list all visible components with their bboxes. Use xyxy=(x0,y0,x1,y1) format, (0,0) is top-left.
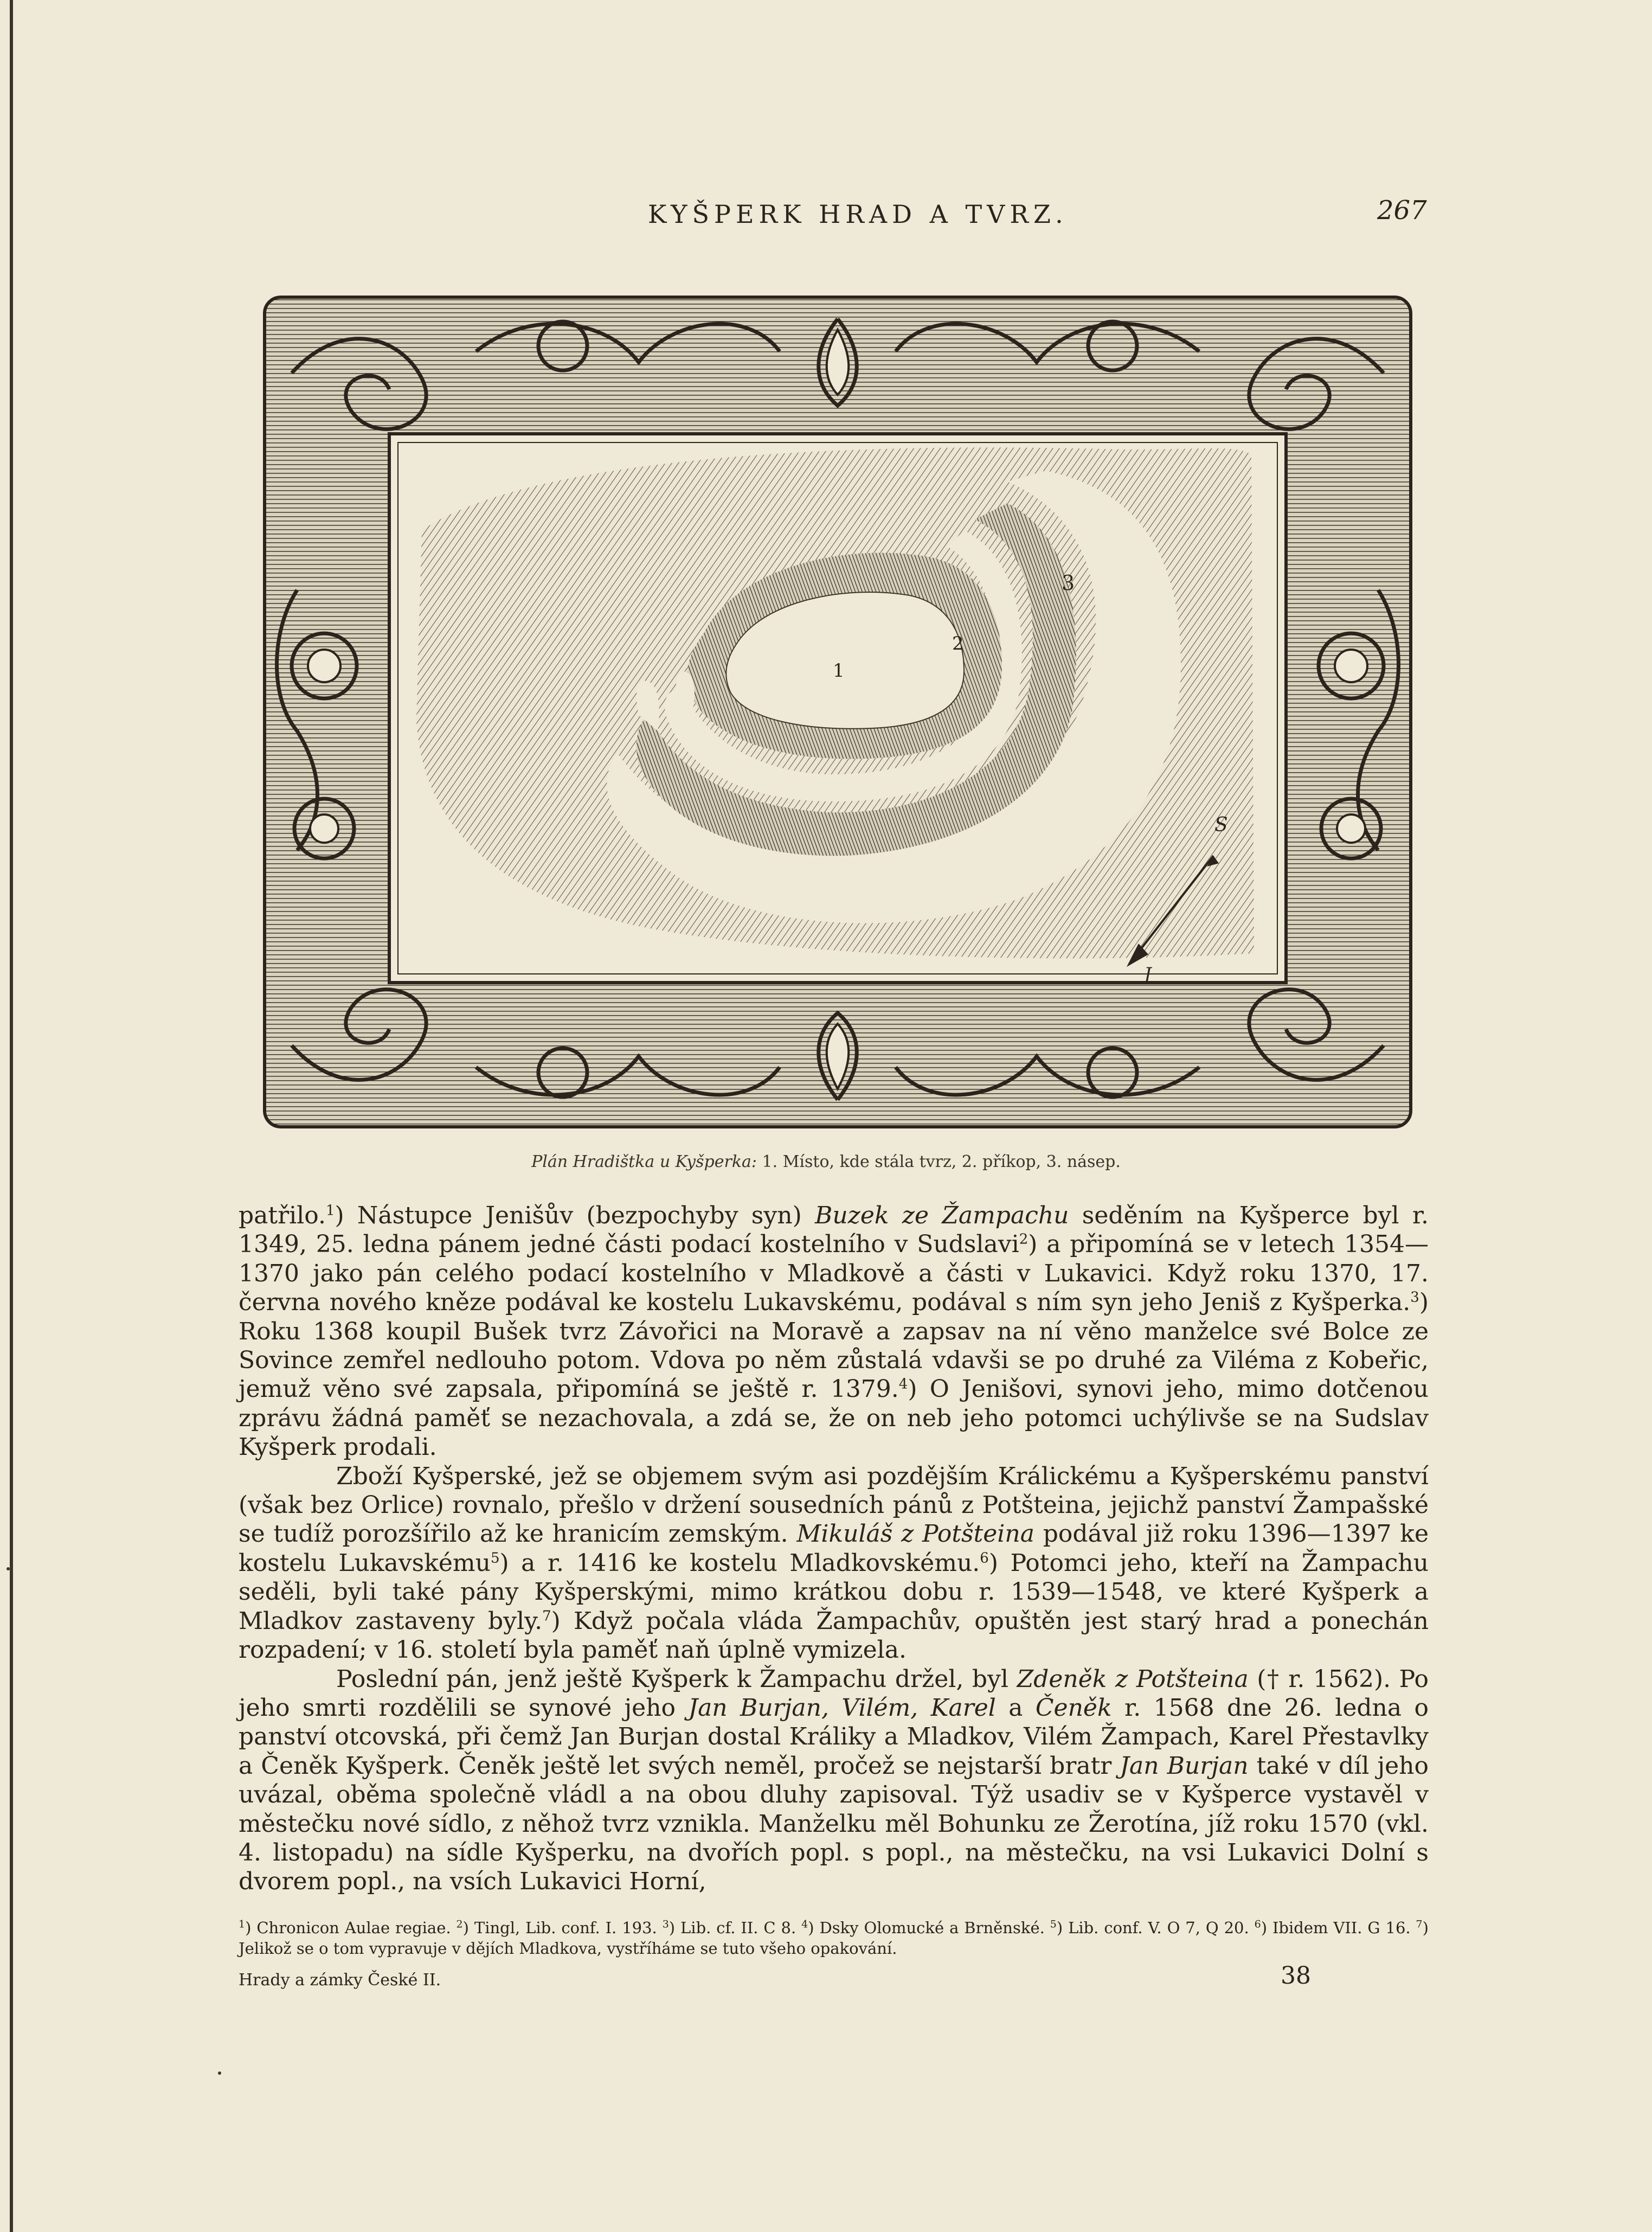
text-run: a xyxy=(995,1694,1036,1722)
stray-ink-mark xyxy=(218,2071,221,2075)
sheet-number: 38 xyxy=(1281,1962,1311,1990)
paragraph-3 xyxy=(239,1665,1429,1896)
footnote-text: ) Lib. conf. V. O 7, Q 20. xyxy=(1056,1919,1255,1937)
footnote-ref: 2 xyxy=(1019,1231,1029,1248)
footnote-text: ) Ibidem VII. G 16. xyxy=(1261,1919,1416,1937)
text-run: Poslední pán, jenž ještě Kyšperk k Žampachu držel, byl xyxy=(336,1665,1017,1693)
italic-name: Čeněk xyxy=(1035,1694,1112,1722)
footnote-text: ) Jelikož se o tom vypravuje v dějích Mladkova, vystříháme se tuto všeho opakování. xyxy=(239,1919,1429,1958)
text-run: ) a připomíná se v letech 1354—1370 jako pán celého podací kostelního v Mladkově a části v Lukavici. Když roku 1370, 17. června nového kněze podával ke kostelu Lukavskému, podával s ním syn jeho Jeniš z Kyšperka. xyxy=(239,1230,1429,1317)
italic-name: Buzek ze Žampachu xyxy=(815,1202,1069,1229)
footnote-number: 7 xyxy=(1416,1918,1423,1930)
footnote-text: ) Chronicon Aulae regiae. xyxy=(245,1919,457,1937)
text-run: seděním na Kyšperce byl r. 1349, 25. ledna pánem jedné části podací kostelního v Sudslavi xyxy=(239,1202,1429,1259)
text-run: r. 1568 dne 26. ledna o panství otcovská, při čemž Jan Burjan dostal Králiky a Mladkov, Vilém Žampach, Karel Přestavlky a Čeněk Kyšperk. Čeněk ještě let svých neměl, pročež se nejstarší bratr xyxy=(239,1694,1429,1780)
main-text xyxy=(239,1201,1429,1896)
footnote-ref: 5 xyxy=(490,1550,500,1567)
text-run: ) a r. 1416 ke kostelu Mladkovskému. xyxy=(499,1549,980,1577)
footnote-ref: 7 xyxy=(542,1608,551,1625)
footnote-number: 4 xyxy=(801,1918,808,1930)
italic-name: Mikuláš z Potšteina xyxy=(796,1520,1034,1548)
text-run: ) Roku 1368 koupil Bušek tvrz Závořici na Moravě a zapsav na ní věno manželce své Bolce ze Sovince zemřel nedlouho potom. Vdova po něm zůstalá vdavši se po druhé za Viléma z Kobeřic, jemuž věno své zapsala, připomíná se ještě r. 1379. xyxy=(239,1288,1429,1403)
footnote-text: ) Tingl, Lib. conf. I. 193. xyxy=(462,1919,663,1937)
printer-signature: Hrady a zámky České II. xyxy=(239,1971,441,1990)
text-run: ) Nástupce Jenišův (bezpochyby syn) xyxy=(335,1202,815,1229)
text-run: ) Když počala vláda Žampachův, opuštěn jest starý hrad a ponechán rozpadení; v 16. století byla paměť naň úplně vymizela. xyxy=(239,1607,1429,1664)
footnote-number: 3 xyxy=(662,1918,669,1930)
paragraph-2 xyxy=(239,1462,1429,1665)
footnote-number: 2 xyxy=(456,1918,463,1930)
plan-map xyxy=(389,434,1286,985)
footnote-ref: 1 xyxy=(325,1202,335,1219)
compass-letter-south: J xyxy=(1144,964,1152,985)
compass-letter-north: S xyxy=(1214,814,1228,836)
italic-name: Jan Burjan, Vilém, Karel xyxy=(688,1694,996,1722)
footnote-number: 1 xyxy=(239,1918,246,1930)
plan-illustration xyxy=(259,286,1416,1132)
running-head: KYŠPERK HRAD A TVRZ. xyxy=(648,200,1068,229)
plan-label-2: 2 xyxy=(952,633,964,655)
footnote-ref: 6 xyxy=(980,1550,989,1567)
page-edge-line xyxy=(10,0,13,2232)
text-run: ) O Jenišovi, synovi jeho, mimo dotčenou zprávu žádná paměť se nezachovala, a zdá se, že on neb jeho potomci uchýlivše se na Sudslav Kyšperk prodali. xyxy=(239,1375,1429,1461)
text-run: († r. 1562). Po jeho smrti rozdělili se synové jeho xyxy=(239,1665,1429,1722)
italic-name: Zdeněk z Potšteina xyxy=(1017,1665,1249,1693)
plan-label-3: 3 xyxy=(1062,571,1075,595)
text-run: ) Potomci jeho, kteří na Žampachu seděli, byli také pány Kyšperskými, mimo krátkou dobu r. 1539—1548, ve které Kyšperk a Mladkov zastaveny byly. xyxy=(239,1549,1429,1635)
footnote-text: ) Lib. cf. II. C 8. xyxy=(668,1919,802,1937)
page-number: 267 xyxy=(1377,195,1427,226)
footnote-ref: 3 xyxy=(1410,1289,1419,1306)
text-run: také v díl jeho uvázal, oběma společně vládl a na obou dluhy zapisoval. Týž usadiv se v Kyšperce vystavěl v městečku nové sídlo, z něhož tvrz vznikla. Manželku měl Bohunku ze Žerotína, jíž roku 1570 (vkl. 4. listopadu) na sídle Kyšperku, na dvořích popl. s popl., na městečku, na vsi Lukavici Dolní s dvorem popl., na vsích Lukavici Horní, xyxy=(239,1752,1429,1896)
footnote-text: ) Dsky Olomucké a Brněnské. xyxy=(808,1919,1050,1937)
text-run: Zboží Kyšperské, jež se objemem svým asi pozdějším Králickému a Kyšperskému panství (však bez Orlice) rovnalo, přešlo v držení sousedních pánů z Potšteina, jejichž panství Žampašské se tudíž porozšířilo až ke hranicím zemským. xyxy=(239,1462,1429,1548)
caption-text: 1. Místo, kde stála tvrz, 2. příkop, 3. násep. xyxy=(757,1152,1121,1171)
figure-caption xyxy=(0,1152,1652,1171)
italic-name: Jan Burjan xyxy=(1120,1752,1249,1780)
footnote-ref: 4 xyxy=(898,1376,908,1393)
plan-figure xyxy=(259,286,1416,1132)
stray-ink-mark xyxy=(7,1567,10,1570)
footnotes xyxy=(239,1917,1429,1959)
footnote-number: 6 xyxy=(1254,1918,1261,1930)
paragraph-1 xyxy=(239,1201,1429,1462)
text-run: patřilo. xyxy=(239,1202,326,1229)
plan-label-1: 1 xyxy=(833,660,845,682)
caption-title: Plán Hradištka u Kyšperka: xyxy=(531,1152,757,1171)
footnote-number: 5 xyxy=(1050,1918,1057,1930)
text-run: podával již roku 1396—1397 ke kostelu Lukavskému xyxy=(239,1520,1429,1577)
